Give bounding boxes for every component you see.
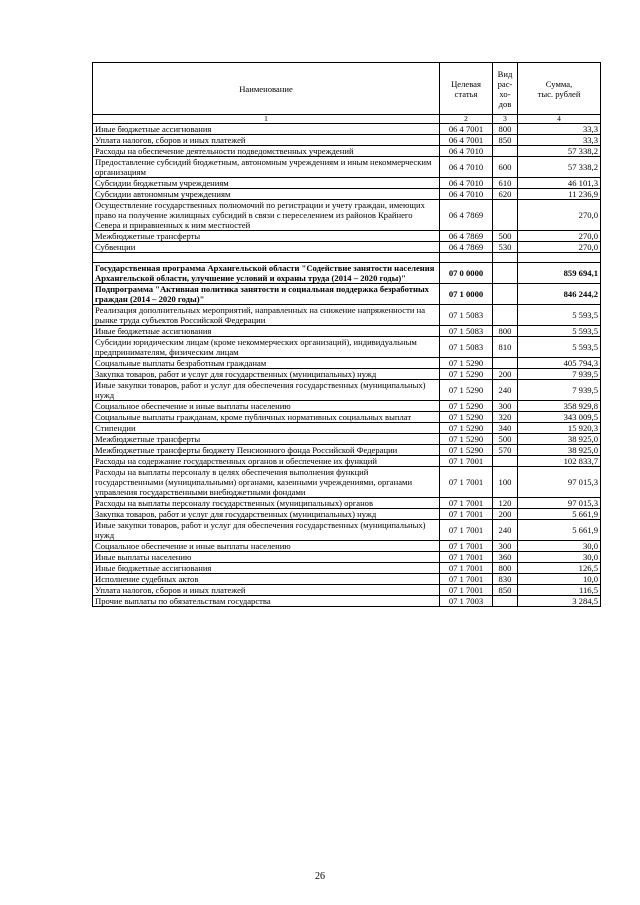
row-expense-type: 620 bbox=[493, 189, 518, 200]
row-name bbox=[93, 253, 440, 263]
row-name: Исполнение судебных актов bbox=[93, 574, 440, 585]
table-row bbox=[93, 146, 601, 157]
row-target-article: 07 1 5083 bbox=[440, 337, 493, 358]
row-expense-type: 240 bbox=[493, 380, 518, 401]
row-name: Подпрограмма "Активная политика занятости и социальная поддержка безработных граждан (2014 – 2020 годы)" bbox=[93, 284, 440, 305]
row-name: Реализация дополнительных мероприятий, направленных на снижение напряженности на рынке труда субъектов Российской Федерации bbox=[93, 305, 440, 326]
row-sum: 38 925,0 bbox=[518, 434, 601, 445]
row-name: Иные закупки товаров, работ и услуг для обеспечения государственных (муниципальных) нужд bbox=[93, 380, 440, 401]
row-name: Межбюджетные трансферты bbox=[93, 231, 440, 242]
row-target-article: 06 4 7869 bbox=[440, 242, 493, 253]
row-expense-type: 120 bbox=[493, 498, 518, 509]
table-row bbox=[93, 585, 601, 596]
row-expense-type: 850 bbox=[493, 135, 518, 146]
table-row bbox=[93, 596, 601, 607]
row-name: Субвенции bbox=[93, 242, 440, 253]
row-expense-type: 800 bbox=[493, 124, 518, 135]
row-expense-type bbox=[493, 263, 518, 284]
row-sum: 358 929,8 bbox=[518, 401, 601, 412]
row-target-article: 06 4 7001 bbox=[440, 124, 493, 135]
row-target-article: 07 1 5290 bbox=[440, 358, 493, 369]
row-name: Стипендии bbox=[93, 423, 440, 434]
row-target-article: 06 4 7010 bbox=[440, 189, 493, 200]
table-row bbox=[93, 135, 601, 146]
row-sum: 5 593,5 bbox=[518, 305, 601, 326]
row-sum: 126,5 bbox=[518, 563, 601, 574]
table-row bbox=[93, 401, 601, 412]
row-target-article: 06 4 7010 bbox=[440, 157, 493, 178]
table-row bbox=[93, 541, 601, 552]
row-expense-type: 100 bbox=[493, 467, 518, 498]
row-target-article: 07 1 0000 bbox=[440, 284, 493, 305]
row-target-article: 06 4 7010 bbox=[440, 146, 493, 157]
row-expense-type: 200 bbox=[493, 509, 518, 520]
row-expense-type: 800 bbox=[493, 563, 518, 574]
row-name: Расходы на обеспечение деятельности подведомственных учреждений bbox=[93, 146, 440, 157]
row-expense-type: 810 bbox=[493, 337, 518, 358]
row-name: Закупка товаров, работ и услуг для государственных (муниципальных) нужд bbox=[93, 509, 440, 520]
row-name: Уплата налогов, сборов и иных платежей bbox=[93, 135, 440, 146]
row-sum: 15 920,3 bbox=[518, 423, 601, 434]
row-target-article: 07 1 5290 bbox=[440, 434, 493, 445]
row-target-article: 07 1 7003 bbox=[440, 596, 493, 607]
table-row bbox=[93, 380, 601, 401]
header-expense-type: Вид рас- хо- дов bbox=[493, 63, 518, 115]
row-target-article: 06 4 7010 bbox=[440, 178, 493, 189]
row-expense-type bbox=[493, 253, 518, 263]
row-expense-type bbox=[493, 305, 518, 326]
table-row bbox=[93, 326, 601, 337]
row-expense-type: 320 bbox=[493, 412, 518, 423]
row-sum: 57 338,2 bbox=[518, 146, 601, 157]
row-sum: 5 593,5 bbox=[518, 326, 601, 337]
row-target-article: 07 1 7001 bbox=[440, 509, 493, 520]
table-row bbox=[93, 178, 601, 189]
table-row bbox=[93, 189, 601, 200]
row-expense-type: 340 bbox=[493, 423, 518, 434]
row-expense-type: 300 bbox=[493, 541, 518, 552]
row-name: Уплата налогов, сборов и иных платежей bbox=[93, 585, 440, 596]
row-name: Прочие выплаты по обязательствам государства bbox=[93, 596, 440, 607]
row-sum: 46 101,3 bbox=[518, 178, 601, 189]
row-target-article: 06 4 7869 bbox=[440, 231, 493, 242]
row-name: Расходы на выплаты персоналу государственных (муниципальных) органов bbox=[93, 498, 440, 509]
row-name: Социальные выплаты гражданам, кроме публичных нормативных социальных выплат bbox=[93, 412, 440, 423]
table-body bbox=[93, 124, 601, 607]
table-row bbox=[93, 520, 601, 541]
row-target-article: 06 4 7001 bbox=[440, 135, 493, 146]
table-row bbox=[93, 445, 601, 456]
table-row bbox=[93, 231, 601, 242]
column-number-row bbox=[93, 115, 601, 124]
column-number: 4 bbox=[518, 115, 601, 124]
row-name: Иные закупки товаров, работ и услуг для обеспечения государственных (муниципальных) нужд bbox=[93, 520, 440, 541]
row-name: Расходы на выплаты персоналу в целях обеспечения выполнения функций государственными (муниципальными) органами, казенными учреждениями, органами управления государственными внебюджетными фондами bbox=[93, 467, 440, 498]
table-row bbox=[93, 467, 601, 498]
table-row bbox=[93, 456, 601, 467]
row-target-article: 07 1 5290 bbox=[440, 412, 493, 423]
row-sum: 859 694,1 bbox=[518, 263, 601, 284]
row-sum: 5 661,9 bbox=[518, 509, 601, 520]
budget-table-page bbox=[92, 62, 600, 607]
row-target-article: 07 1 5290 bbox=[440, 380, 493, 401]
row-expense-type: 500 bbox=[493, 231, 518, 242]
table-row bbox=[93, 563, 601, 574]
row-sum: 10,0 bbox=[518, 574, 601, 585]
row-expense-type bbox=[493, 284, 518, 305]
row-sum bbox=[518, 253, 601, 263]
row-expense-type bbox=[493, 456, 518, 467]
row-sum: 97 015,3 bbox=[518, 498, 601, 509]
row-target-article bbox=[440, 253, 493, 263]
row-sum: 38 925,0 bbox=[518, 445, 601, 456]
row-name: Иные бюджетные ассигнования bbox=[93, 563, 440, 574]
row-sum: 97 015,3 bbox=[518, 467, 601, 498]
table-row bbox=[93, 124, 601, 135]
row-target-article: 07 1 7001 bbox=[440, 563, 493, 574]
table-row bbox=[93, 242, 601, 253]
row-name: Социальное обеспечение и иные выплаты населению bbox=[93, 541, 440, 552]
row-target-article: 07 1 7001 bbox=[440, 520, 493, 541]
table-row bbox=[93, 200, 601, 231]
row-sum: 3 284,5 bbox=[518, 596, 601, 607]
row-name: Осуществление государственных полномочий по регистрации и учету граждан, имеющих право на получение жилищных субсидий в связи с переселением из районов Крайнего Севера и приравненных к ним местностей bbox=[93, 200, 440, 231]
table-row bbox=[93, 369, 601, 380]
row-expense-type: 200 bbox=[493, 369, 518, 380]
row-sum: 102 833,7 bbox=[518, 456, 601, 467]
column-number: 3 bbox=[493, 115, 518, 124]
row-sum: 270,0 bbox=[518, 200, 601, 231]
row-name: Закупка товаров, работ и услуг для государственных (муниципальных) нужд bbox=[93, 369, 440, 380]
row-name: Субсидии юридическим лицам (кроме некоммерческих организаций), индивидуальным предпринимателям, физическим лицам bbox=[93, 337, 440, 358]
row-target-article: 07 1 5290 bbox=[440, 445, 493, 456]
row-target-article: 07 1 5083 bbox=[440, 326, 493, 337]
row-expense-type: 610 bbox=[493, 178, 518, 189]
row-expense-type: 850 bbox=[493, 585, 518, 596]
row-name: Государственная программа Архангельской области "Содействие занятости населения Архангельской области, улучшение условий и охраны труда (2014 – 2020 годы)" bbox=[93, 263, 440, 284]
column-number: 2 bbox=[440, 115, 493, 124]
row-target-article: 07 1 7001 bbox=[440, 467, 493, 498]
row-target-article: 07 1 5290 bbox=[440, 369, 493, 380]
row-name: Межбюджетные трансферты bbox=[93, 434, 440, 445]
row-name: Расходы на содержание государственных органов и обеспечение их функций bbox=[93, 456, 440, 467]
row-expense-type: 570 bbox=[493, 445, 518, 456]
header-name: Наименование bbox=[93, 63, 440, 115]
row-expense-type: 800 bbox=[493, 326, 518, 337]
budget-table bbox=[92, 62, 601, 607]
row-sum: 116,5 bbox=[518, 585, 601, 596]
table-row bbox=[93, 305, 601, 326]
row-target-article: 07 1 5083 bbox=[440, 305, 493, 326]
row-expense-type bbox=[493, 596, 518, 607]
table-row bbox=[93, 263, 601, 284]
row-sum: 846 244,2 bbox=[518, 284, 601, 305]
page-number: 26 bbox=[315, 871, 325, 882]
row-target-article: 07 1 7001 bbox=[440, 574, 493, 585]
column-number: 1 bbox=[93, 115, 440, 124]
row-sum: 30,0 bbox=[518, 541, 601, 552]
row-name: Субсидии автономным учреждениям bbox=[93, 189, 440, 200]
row-sum: 57 338,2 bbox=[518, 157, 601, 178]
row-target-article: 07 1 5290 bbox=[440, 401, 493, 412]
row-sum: 30,0 bbox=[518, 552, 601, 563]
table-row bbox=[93, 423, 601, 434]
row-sum: 7 939,5 bbox=[518, 380, 601, 401]
row-sum: 343 009,5 bbox=[518, 412, 601, 423]
row-sum: 5 593,5 bbox=[518, 337, 601, 358]
table-spacer-row bbox=[93, 253, 601, 263]
row-name: Социальные выплаты безработным гражданам bbox=[93, 358, 440, 369]
row-sum: 405 794,3 bbox=[518, 358, 601, 369]
table-row bbox=[93, 412, 601, 423]
row-sum: 270,0 bbox=[518, 231, 601, 242]
row-expense-type: 300 bbox=[493, 401, 518, 412]
row-expense-type bbox=[493, 200, 518, 231]
header-target-article: Целевая статья bbox=[440, 63, 493, 115]
row-name: Субсидии бюджетным учреждениям bbox=[93, 178, 440, 189]
row-name: Иные выплаты населению bbox=[93, 552, 440, 563]
row-name: Социальное обеспечение и иные выплаты населению bbox=[93, 401, 440, 412]
row-target-article: 07 1 5290 bbox=[440, 423, 493, 434]
table-row bbox=[93, 157, 601, 178]
row-sum: 11 236,9 bbox=[518, 189, 601, 200]
table-row bbox=[93, 574, 601, 585]
row-name: Иные бюджетные ассигнования bbox=[93, 326, 440, 337]
row-expense-type: 500 bbox=[493, 434, 518, 445]
row-target-article: 06 4 7869 bbox=[440, 200, 493, 231]
table-header-row bbox=[93, 63, 601, 115]
row-target-article: 07 0 0000 bbox=[440, 263, 493, 284]
row-expense-type: 830 bbox=[493, 574, 518, 585]
table-row bbox=[93, 358, 601, 369]
table-row bbox=[93, 498, 601, 509]
row-expense-type: 600 bbox=[493, 157, 518, 178]
header-sum: Сумма, тыс. рублей bbox=[518, 63, 601, 115]
row-sum: 33,3 bbox=[518, 124, 601, 135]
row-name: Предоставление субсидий бюджетным, автономным учреждениям и иным некоммерческим организациям bbox=[93, 157, 440, 178]
row-target-article: 07 1 7001 bbox=[440, 541, 493, 552]
table-row bbox=[93, 284, 601, 305]
row-expense-type bbox=[493, 146, 518, 157]
row-sum: 33,3 bbox=[518, 135, 601, 146]
table-row bbox=[93, 552, 601, 563]
row-target-article: 07 1 7001 bbox=[440, 498, 493, 509]
row-name: Иные бюджетные ассигнования bbox=[93, 124, 440, 135]
table-row bbox=[93, 434, 601, 445]
row-name: Межбюджетные трансферты бюджету Пенсионного фонда Российской Федерации bbox=[93, 445, 440, 456]
row-expense-type: 360 bbox=[493, 552, 518, 563]
row-target-article: 07 1 7001 bbox=[440, 456, 493, 467]
row-target-article: 07 1 7001 bbox=[440, 552, 493, 563]
row-sum: 7 939,5 bbox=[518, 369, 601, 380]
table-row bbox=[93, 509, 601, 520]
row-expense-type: 240 bbox=[493, 520, 518, 541]
row-expense-type: 530 bbox=[493, 242, 518, 253]
row-expense-type bbox=[493, 358, 518, 369]
row-sum: 5 661,9 bbox=[518, 520, 601, 541]
row-sum: 270,0 bbox=[518, 242, 601, 253]
row-target-article: 07 1 7001 bbox=[440, 585, 493, 596]
table-row bbox=[93, 337, 601, 358]
